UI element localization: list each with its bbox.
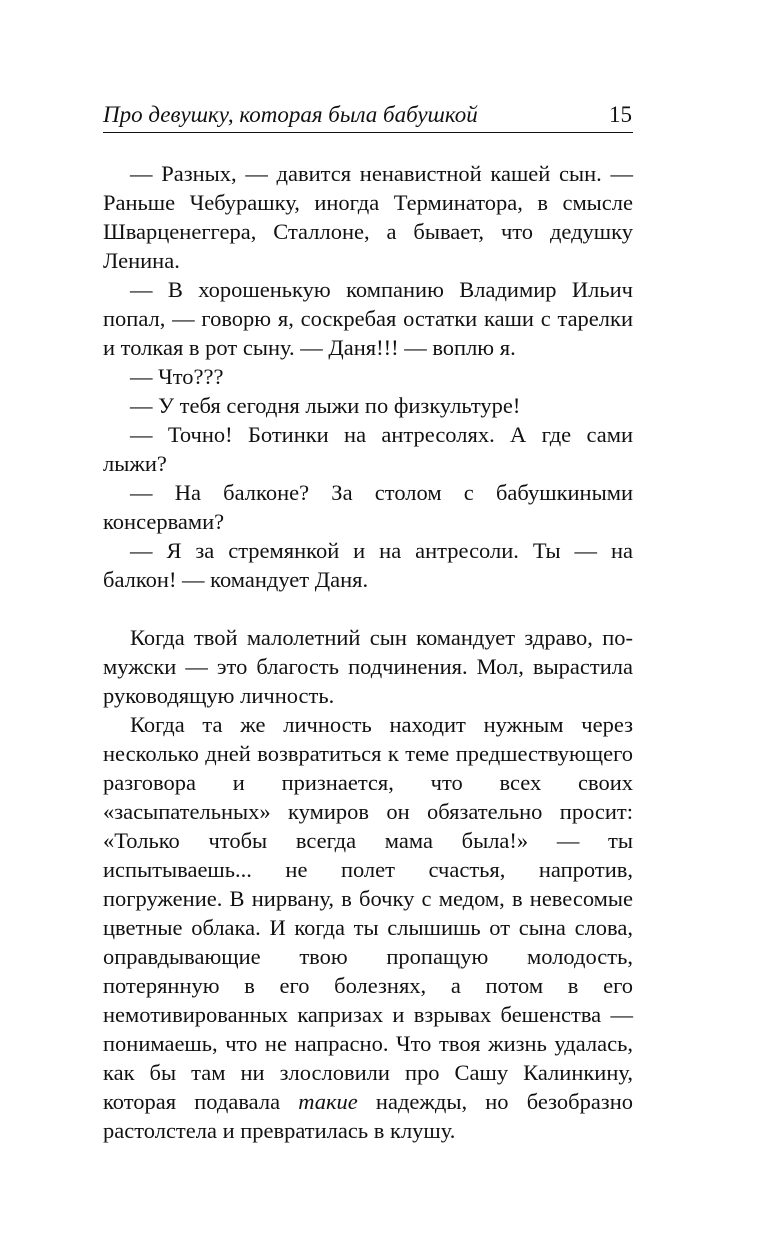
dialogue-line: — Я за стремянкой и на антресоли. Ты — на балкон! — командует Даня. bbox=[103, 538, 633, 592]
narrative-paragraph: Когда твой малолетний сын командует здраво, по-мужски — это благость подчинения. Мол, вырастила руководящую личность. bbox=[103, 625, 633, 708]
running-title: Про девушку, которая была бабушкой bbox=[103, 102, 478, 127]
dialogue-line: — Разных, — давится ненавистной кашей сын. — Раньше Чебурашку, иногда Терминатора, в смысле Шварценеггера, Сталлоне, а бывает, что дедушку Ленина. bbox=[103, 161, 633, 273]
body-text bbox=[103, 159, 633, 1145]
dialogue-line: — В хорошенькую компанию Владимир Ильич попал, — говорю я, соскребая остатки каши с тарелки и толкая в рот сыну. — Даня!!! — воплю я. bbox=[103, 277, 633, 360]
dialogue-line: — На балконе? За столом с бабушкиными консервами? bbox=[103, 480, 633, 534]
narrative-paragraph-final bbox=[103, 710, 633, 1145]
text-run: надежды, но безобразно растолстела и превратилась в клушу. bbox=[103, 1089, 633, 1143]
dialogue-line: — Что??? bbox=[130, 364, 224, 389]
text-run: Когда та же личность находит нужным через несколько дней возвратиться к теме предшествующего разговора и признается, что всех своих «засыпательных» кумиров он обязательно просит: «Только чтобы всегда мама была!» — ты испытываешь... не полет счастья, напротив, погружение. В нирвану, в бочку с медом, в невесомые цветные облака. И когда ты слышишь от сына слова, оправдывающие твою пропащую молодость, потерянную в его болезнях, а потом в его немотивированных капризах и взрывах бешенства — понимаешь, что не напрасно. Что твоя жизнь удалась, как бы там ни злословили про Сашу Калинкину, которая подавала bbox=[103, 712, 633, 1114]
emphasis-word: такие bbox=[298, 1089, 358, 1114]
running-header bbox=[103, 100, 633, 133]
page-number: 15 bbox=[609, 102, 632, 127]
dialogue-line: — У тебя сегодня лыжи по физкультуре! bbox=[130, 393, 521, 418]
dialogue-line: — Точно! Ботинки на антресолях. А где сами лыжи? bbox=[103, 422, 633, 476]
section-gap bbox=[103, 594, 633, 623]
